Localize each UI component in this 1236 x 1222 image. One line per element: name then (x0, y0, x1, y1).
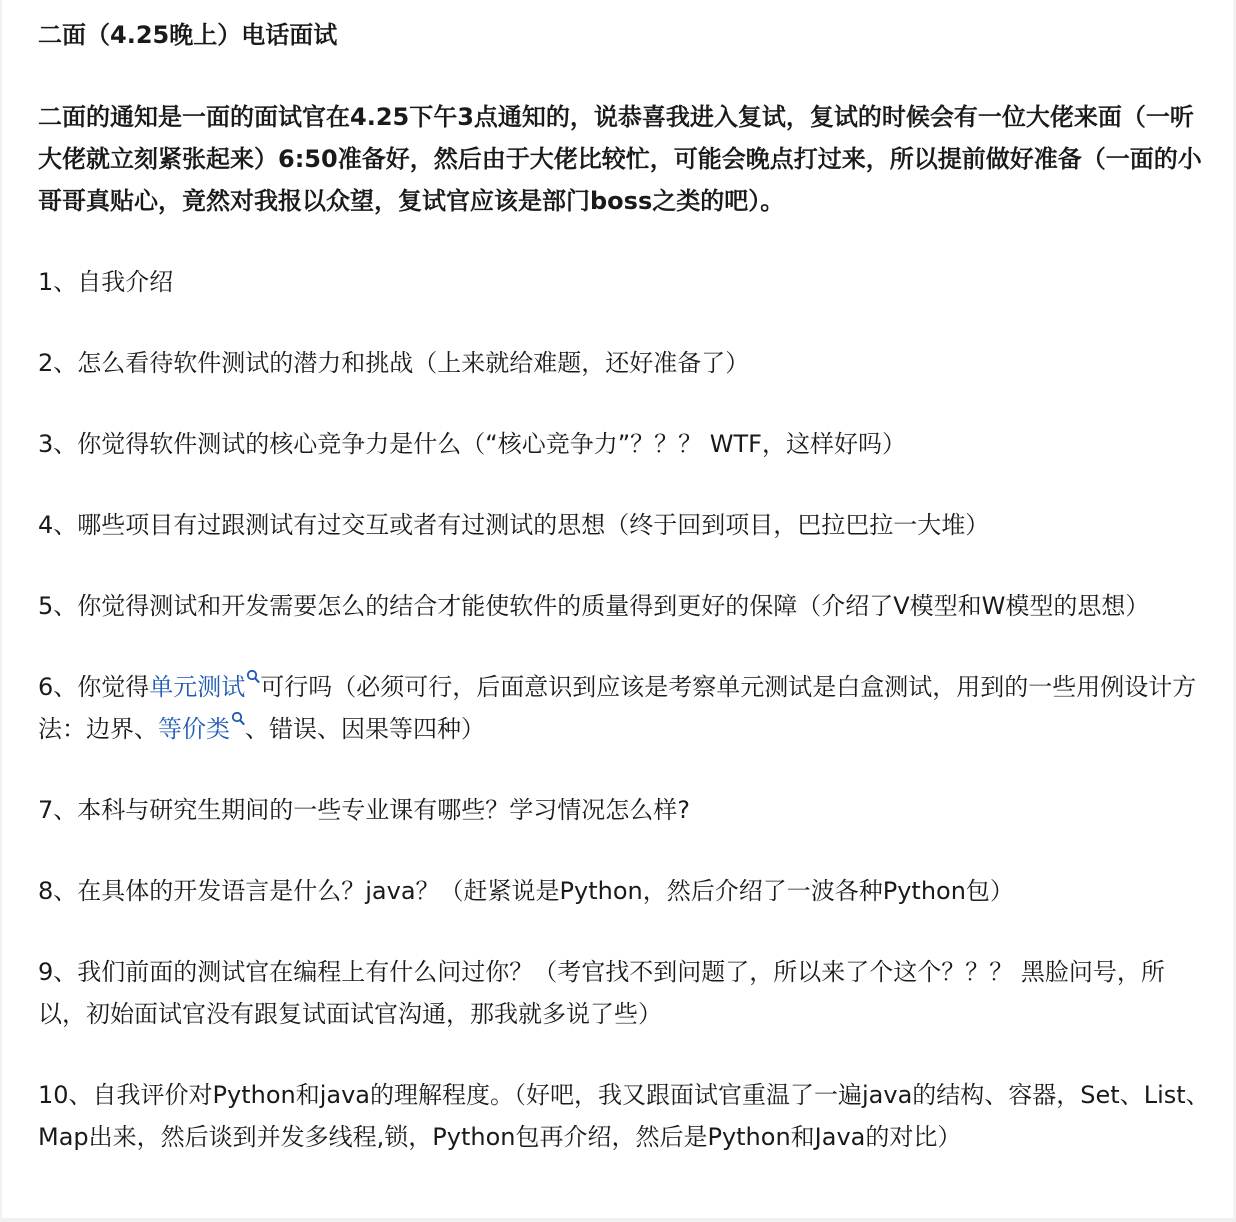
question-3: 3、你觉得软件测试的核心竞争力是什么（“核心竞争力”？？？ WTF，这样好吗） (38, 430, 906, 458)
question-6 (38, 666, 1210, 750)
article-title: 二面（4.25晚上）电话面试 (38, 21, 338, 49)
bottom-border (0, 1218, 1236, 1222)
question-7: 7、本科与研究生期间的一些专业课有哪些？学习情况怎么样? (38, 796, 691, 824)
question-4: 4、哪些项目有过跟测试有过交互或者有过测试的思想（终于回到项目，巴拉巴拉一大堆） (38, 511, 990, 539)
keyword-link-unit-testing[interactable] (149, 673, 260, 701)
search-icon[interactable] (246, 669, 260, 685)
search-icon[interactable] (231, 711, 245, 727)
keyword-link-equivalence-class-label[interactable]: 等价类 (158, 715, 230, 743)
article-body (38, 14, 1210, 1158)
question-8: 8、在具体的开发语言是什么？java？（赶紧说是Python，然后介绍了一波各种Python包） (38, 877, 1014, 905)
question-6-middle: 可行吗（必须可行，后面意识到应该是考察单元测试是白盒测试，用到的一些用例设计方法：边界、 (38, 673, 1197, 743)
question-10: 10、自我评价对Python和java的理解程度。（好吧，我又跟面试官重温了一遍java的结构、容器，Set、List、Map出来，然后谈到并发多线程,锁，Python包再介绍，然后是Python和Java的对比） (38, 1081, 1210, 1151)
question-5: 5、你觉得测试和开发需要怎么的结合才能使软件的质量得到更好的保障（介绍了V模型和W模型的思想） (38, 592, 1150, 620)
question-6-suffix: 、错误、因果等四种） (245, 715, 485, 743)
keyword-link-unit-testing-label[interactable]: 单元测试 (149, 673, 246, 701)
question-6-prefix: 6、你觉得 (38, 673, 150, 701)
intro-paragraph: 二面的通知是一面的面试官在4.25下午3点通知的，说恭喜我进入复试，复试的时候会有一位大佬来面（一听大佬就立刻紧张起来）6:50准备好，然后由于大佬比较忙，可能会晚点打过来，所以提前做好准备（一面的小哥哥真贴心，竟然对我报以众望，复试官应该是部门boss之类的吧）。 (38, 103, 1202, 215)
question-2: 2、怎么看待软件测试的潜力和挑战（上来就给难题，还好准备了） (38, 349, 750, 377)
keyword-link-equivalence-class[interactable] (158, 715, 245, 743)
question-9: 9、我们前面的测试官在编程上有什么问过你？（考官找不到问题了，所以来了个这个？？？ 黑脸问号，所以，初始面试官没有跟复试面试官沟通，那我就多说了些） (38, 958, 1165, 1028)
question-1: 1、自我介绍 (38, 268, 174, 296)
left-border (0, 0, 2, 1222)
